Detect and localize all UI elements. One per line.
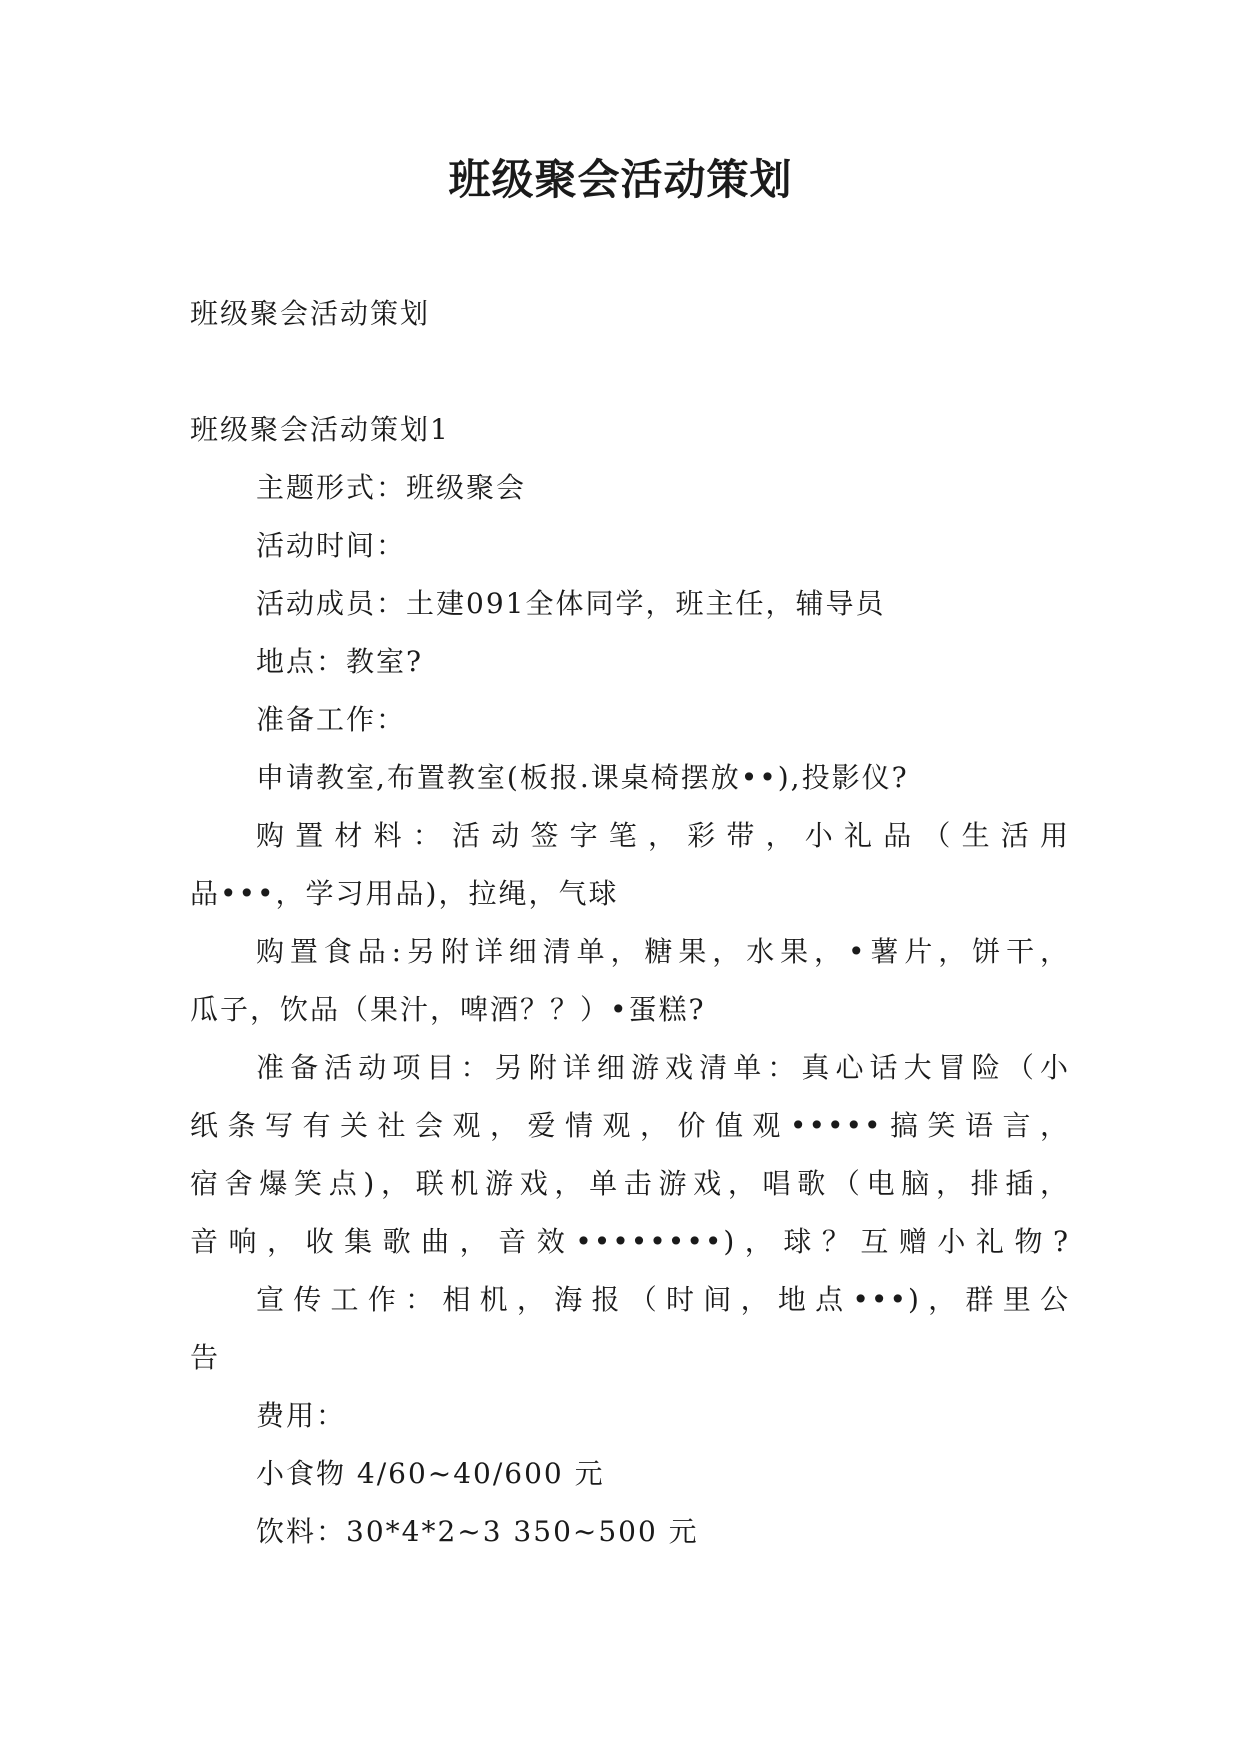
paragraph-activities-cont-2: 宿舍爆笑点)，联机游戏，单击游戏，唱歌（电脑，排插， [190,1167,1070,1200]
paragraph-publicity: 宣传工作：相机，海报（时间，地点•••)，群里公 [256,1283,1070,1316]
paragraph-publicity-cont: 告 [190,1341,221,1374]
paragraph-location: 地点：教室? [256,645,424,678]
document-body [190,285,1070,1561]
paragraph-materials: 购置材料：活动签字笔，彩带，小礼品（生活用 [256,819,1070,852]
subtitle: 班级聚会活动策划 [190,297,431,330]
paragraph-food-cont: 瓜子，饮品（果汁，啤酒？？）•蛋糕? [190,993,706,1026]
paragraph-activities-cont-1: 纸条写有关社会观，爱情观，价值观•••••搞笑语言， [190,1109,1070,1142]
paragraph-activities: 准备活动项目：另附详细游戏清单：真心话大冒险（小 [256,1051,1070,1084]
paragraph-theme: 主题形式：班级聚会 [256,471,527,504]
paragraph-cost: 费用： [256,1399,347,1432]
paragraph-food: 购置食品:另附详细清单，糖果，水果，•薯片，饼干， [256,935,1070,968]
paragraph-preparation: 准备工作： [256,703,407,736]
paragraph-materials-cont: 品•••，学习用品)，拉绳，气球 [190,877,619,910]
section-heading: 班级聚会活动策划1 [190,413,450,446]
paragraph-members: 活动成员：土建091全体同学，班主任，辅导员 [256,587,886,620]
paragraph-cost-drinks: 饮料：30*4*2~3 350~500 元 [256,1515,699,1548]
paragraph-activities-cont-3: 音响，收集歌曲，音效••••••••)，球？互赠小礼物? [190,1225,1070,1258]
paragraph-cost-snacks: 小食物 4/60~40/600 元 [256,1457,605,1490]
document-title: 班级聚会活动策划 [448,155,793,204]
paragraph-classroom: 申请教室,布置教室(板报.课桌椅摆放••),投影仪? [256,761,909,794]
paragraph-time: 活动时间： [256,529,407,562]
